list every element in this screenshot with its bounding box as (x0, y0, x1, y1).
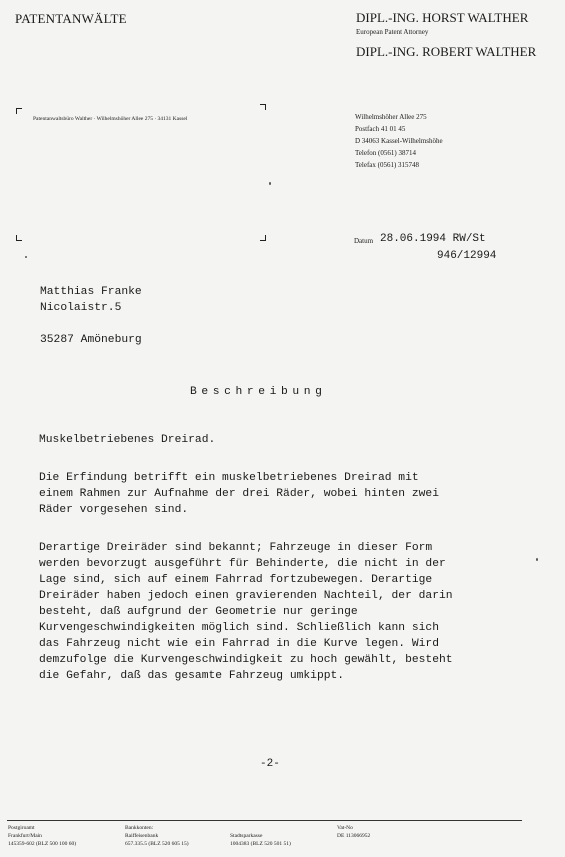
footer-vat (337, 824, 370, 840)
subject-line: Muskelbetriebenes Dreirad. (39, 434, 216, 446)
footer-line: 657.335.5 (BLZ 520 605 15) (125, 841, 189, 847)
page-marker: -2- (260, 758, 280, 770)
recipient-name: Matthias Franke (40, 286, 142, 298)
partner1-name: DIPL.-ING. HORST WALTHER (356, 10, 529, 25)
text-line: Kurvengeschwindigkeiten möglich sind. Schließlich kann sich (39, 622, 439, 634)
text-line: die Gefahr, daß das gesamte Fahrzeug umkippt. (39, 670, 345, 682)
text-line: Räder vorgesehen sind. (39, 504, 189, 516)
reference-number: 946/12994 (437, 250, 497, 262)
window-corner-mark (16, 108, 22, 114)
text-line: besteht, daß aufgrund der Geometrie nur geringe (39, 606, 358, 618)
window-corner-mark (260, 235, 266, 241)
date-value: 28.06.1994 RW/St (380, 233, 486, 245)
date-label: Datum (354, 237, 374, 245)
text-line: Lage sind, sich auf einem Fahrrad fortzubewegen. Derartige (39, 574, 433, 586)
partner1-title: European Patent Attorney (356, 28, 429, 36)
paragraph-2 (39, 540, 559, 684)
text-line: einem Rahmen zur Aufnahme der drei Räder, wobei hinten zwei (39, 488, 439, 500)
office-address-line: Telefax (0561) 315748 (355, 161, 420, 169)
partner2-name: DIPL.-ING. ROBERT WALTHER (356, 44, 537, 59)
document-title: Beschreibung (190, 386, 327, 398)
footer-postgiro (8, 824, 76, 848)
paragraph-1 (39, 470, 559, 518)
footer-line: Stadtsparkasse (230, 833, 263, 839)
footer-line: Postgiroamt (8, 825, 35, 831)
footer-line: Bankkonten: (125, 825, 154, 831)
window-corner-mark (260, 104, 266, 110)
scan-speck (269, 182, 271, 185)
office-address-line: Telefon (0561) 38714 (355, 149, 416, 157)
footer-line: DE 113066952 (337, 833, 371, 839)
scan-speck (25, 256, 27, 258)
recipient-city: 35287 Amöneburg (40, 334, 142, 346)
text-line: demzufolge die Kurvengeschwindigkeit zu hoch gewählt, besteht (39, 654, 453, 666)
office-address-line: Postfach 41 01 45 (355, 125, 406, 133)
footer-sparkasse (230, 832, 291, 848)
footer-line: Frankfurt/Main (8, 833, 42, 839)
text-line: das Fahrzeug nicht wie ein Fahrrad in die Kurve legen. Wird (39, 638, 439, 650)
footer-divider (7, 820, 522, 821)
firm-heading: PATENTANWÄLTE (15, 11, 127, 26)
footer-line: 1004383 (BLZ 520 501 51) (230, 841, 291, 847)
scan-speck (536, 558, 538, 561)
office-address-line: D 34063 Kassel-Wilhelmshöhe (355, 137, 443, 145)
sender-return-line: Patentanwaltsbüro Walther · Wilhelmshöher Allee 275 · 34131 Kassel (33, 116, 188, 122)
footer-line: 145359-602 (BLZ 500 100 60) (8, 841, 77, 847)
text-line: Dreiräder haben jedoch einen gravierenden Nachteil, der darin (39, 590, 453, 602)
text-line: werden bevorzugt ausgeführt für Behinderte, die nicht in der (39, 558, 446, 570)
window-corner-mark (16, 235, 22, 241)
recipient-street: Nicolaistr.5 (40, 302, 122, 314)
footer-line: Raiffeisenbank (125, 833, 159, 839)
footer-line: Vat-No (337, 825, 353, 831)
office-address-line: Wilhelmshöher Allee 275 (355, 113, 427, 121)
text-line: Derartige Dreiräder sind bekannt; Fahrzeuge in dieser Form (39, 542, 433, 554)
text-line: Die Erfindung betrifft ein muskelbetriebenes Dreirad mit (39, 472, 419, 484)
footer-bank (125, 824, 189, 848)
